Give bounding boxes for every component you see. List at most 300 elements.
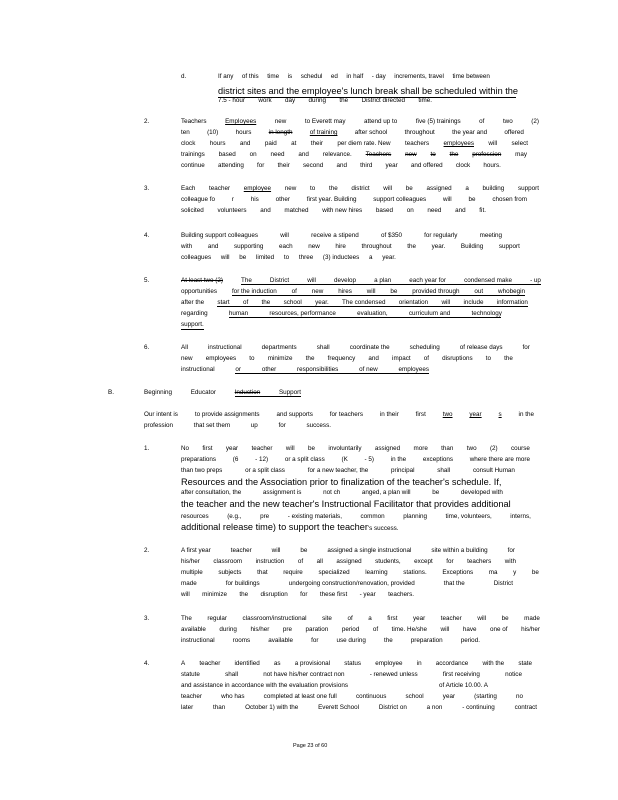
- b1-line-5-word: developed with: [460, 489, 503, 496]
- item4-line-3-word: will: [220, 254, 230, 261]
- item3-line-3-word: fit.: [479, 207, 486, 214]
- b4-line-5-word: a non: [426, 704, 443, 711]
- d-line-3-word: day: [285, 97, 296, 104]
- item3-line-1-word: will: [383, 185, 393, 192]
- b2-line-4-word: made: [181, 580, 197, 587]
- item2-line-4-word: on: [249, 151, 257, 158]
- item2-line-3-word: per diem rate. New: [337, 140, 391, 147]
- d-line-1-word: If any: [218, 73, 234, 80]
- b2-line-3-word: subjects: [218, 569, 242, 576]
- item5-line-3-underline: [217, 306, 528, 307]
- item5-line-2-underline: [232, 295, 525, 296]
- section-b-heading-word: Educator: [190, 389, 216, 396]
- section-b-heading-word: Beginning: [144, 389, 173, 396]
- item3-line-3: [181, 207, 486, 215]
- b4-line-5-word: than: [213, 704, 226, 711]
- page-number: Page 23 of 60: [293, 743, 328, 749]
- item3-line-2-word: his: [250, 196, 259, 203]
- item5-line-1-word: - up: [530, 277, 541, 284]
- b1-line-3-word: or a split class: [245, 467, 285, 474]
- b2-line-3-word: Exceptions: [442, 569, 474, 576]
- b2-line-3-word: stations.: [403, 569, 427, 576]
- item5-line-1-underline: [241, 284, 541, 285]
- section-b-intro-line-1-word: to provide assignments: [194, 411, 260, 418]
- b2-line-5-word: disruption: [260, 591, 288, 598]
- b2-line-1: [181, 547, 515, 555]
- item3-line-3-word: on: [406, 207, 414, 214]
- d-line-1-word: is: [287, 73, 293, 80]
- b3-line-2-word: one of: [490, 626, 508, 633]
- item4-line-1-word: of $350: [380, 232, 402, 239]
- b1-line-3: [181, 467, 515, 475]
- item2-line-3-word: teachers: [405, 140, 430, 147]
- b3-line-1-word: a: [368, 615, 372, 622]
- section-b-intro-line-2-word: that set them: [193, 422, 231, 429]
- item2-line-5-word: clock: [455, 162, 471, 169]
- item5-line-3-word: of: [242, 299, 249, 306]
- item5-line-3-word: orientation: [398, 299, 429, 306]
- b3-line-2-word: his/her: [250, 626, 270, 633]
- item5-line-2-word: new: [311, 288, 324, 295]
- item2-line-2-word: throughout: [404, 129, 435, 136]
- b3-line-1-word: The: [181, 615, 192, 622]
- item3-line-1-word: employee: [243, 185, 272, 192]
- b1-line-5-word: anged, a plan will: [361, 489, 411, 496]
- item6-line-2-word: new: [181, 355, 193, 362]
- item3-line-3-word: and: [260, 207, 271, 214]
- b4-line-5-word: October 1) with the: [245, 704, 299, 711]
- b2-line-5: [181, 591, 414, 599]
- item2-line-5-word: year: [385, 162, 398, 169]
- b3-line-3-word: period.: [460, 637, 480, 644]
- b2-line-2-word: of: [297, 558, 304, 565]
- item6-line-2-word: disruptions: [442, 355, 473, 362]
- b4-line-2-word: not have his/her contract non: [263, 671, 345, 678]
- d-line-1-word: ed: [330, 73, 338, 80]
- d-line-3-word: the: [339, 97, 349, 104]
- b3-line-1: [181, 615, 540, 623]
- b2-line-5-word: the: [239, 591, 249, 598]
- item2-line-5-word: second: [302, 162, 324, 169]
- item2-line-5-word: continue: [181, 162, 205, 169]
- b2-line-1-word: will: [271, 547, 281, 554]
- b2-line-2-word: instruction: [255, 558, 285, 565]
- b4-line-1-word: employee: [375, 660, 403, 667]
- b1-line-2-word: (6: [232, 456, 239, 463]
- b2-line-3: [181, 569, 539, 577]
- item2-line-1-word: five (5) trainings: [415, 118, 461, 125]
- item-label-b4: 4.: [144, 660, 150, 667]
- b1-line-1-word: two: [466, 445, 477, 452]
- section-b-intro-line-1-word: in the: [518, 411, 534, 418]
- item-label-d: d.: [181, 73, 187, 80]
- b3-line-1-word: be: [501, 615, 509, 622]
- item4-line-3-word: a: [369, 254, 373, 261]
- item3-line-1-word: be: [405, 185, 413, 192]
- item5-line-2-word: hires: [338, 288, 352, 295]
- item2-line-3-word: clock: [181, 140, 196, 147]
- b4-line-1-word: accordance: [435, 660, 469, 667]
- item5-line-3-word: year.: [315, 299, 329, 306]
- b1-line-1-word: involuntarily: [328, 445, 362, 452]
- item6-line-1-word: scheduling: [409, 344, 440, 351]
- b2-line-3-word: that: [257, 569, 268, 576]
- item2-line-5-word: hours.: [483, 162, 501, 169]
- item2-line-5-word: for: [257, 162, 265, 169]
- b1-line-7-word: - existing materials,: [287, 513, 342, 520]
- b1-line-3-word: consult Human: [472, 467, 515, 474]
- item2-line-4-word: may: [515, 151, 527, 158]
- b2-line-2-word: except: [414, 558, 433, 565]
- d-line-1-word: schedul: [300, 73, 323, 80]
- item2-line-2-word: hours: [235, 129, 252, 136]
- item3-line-1-word: teacher: [209, 185, 231, 192]
- section-b-intro-line-1: [144, 411, 534, 419]
- b1-line-8-end: 's success.: [367, 525, 399, 532]
- item6-line-3-word: employees: [398, 366, 429, 373]
- item5-line-3-word: The condensed: [342, 299, 386, 306]
- d-line-3-word: work: [258, 97, 272, 104]
- item3-line-2: [181, 196, 527, 204]
- item2-line-3-word: select: [511, 140, 528, 147]
- item6-line-3-word: of new: [359, 366, 378, 373]
- item3-line-3-word: need: [427, 207, 442, 214]
- b1-line-5-word: be: [432, 489, 440, 496]
- b2-line-2-word: students,: [375, 558, 401, 565]
- item4-line-2-word: hire: [335, 243, 346, 250]
- b2-line-5-word: teachers.: [388, 591, 414, 598]
- item5-line-3-word: include: [463, 299, 484, 306]
- item2-line-4-word: to: [430, 151, 436, 158]
- b1-line-2-word: preparations: [181, 456, 217, 463]
- b4-line-1-word: state: [518, 660, 532, 667]
- item4-line-2-word: new: [308, 243, 320, 250]
- b4-line-3-word: of Article 10.00. A: [438, 682, 488, 689]
- b3-line-3-word: for: [311, 637, 319, 644]
- item5-line-4-word: regarding: [181, 310, 208, 317]
- item3-line-1-word: building: [482, 185, 505, 192]
- item4-line-1-word: receive a stipend: [311, 232, 359, 239]
- item2-line-3-word: paid: [264, 140, 277, 147]
- item4-line-3-word: three: [298, 254, 314, 261]
- item2-line-3-word: hours: [209, 140, 226, 147]
- item2-line-5-word: third: [360, 162, 373, 169]
- b2-line-1-word: teacher: [230, 547, 252, 554]
- item3-line-2-word: be: [468, 196, 476, 203]
- b3-line-1-word: site: [322, 615, 332, 622]
- item-label-6: 6.: [144, 344, 150, 351]
- item6-line-2-word: of: [423, 355, 429, 362]
- item6-line-1-word: instructional: [208, 344, 242, 351]
- b3-line-2: [181, 626, 540, 634]
- b1-line-1-word: assigned: [374, 445, 401, 452]
- b3-line-1-word: will: [477, 615, 487, 622]
- b1-line-5-word: after consultation, the: [181, 489, 242, 496]
- item3-line-2-word: other: [275, 196, 290, 203]
- item3-line-1-word: district: [351, 185, 370, 192]
- item6-line-1-word: shall: [316, 344, 330, 351]
- item-label-2: 2.: [144, 118, 150, 125]
- d-line-3-word: time.: [418, 97, 432, 104]
- item6-line-2-word: to: [485, 355, 491, 362]
- section-b-intro-line-2-word: up: [250, 422, 258, 429]
- b3-line-2-word: period: [341, 626, 360, 633]
- item2-line-4-word: and: [298, 151, 309, 158]
- section-b-intro-line-1-word: two: [442, 411, 453, 418]
- b2-line-5-word: will: [181, 591, 190, 598]
- item2-line-2-word: (10): [207, 129, 219, 136]
- b4-line-5-word: later: [181, 704, 194, 711]
- b2-line-2-word: teachers: [467, 558, 492, 565]
- item2-line-3-word: at: [291, 140, 297, 147]
- b1-line-7-word: interns,: [510, 513, 531, 520]
- item3-line-1-word: Each: [181, 185, 196, 192]
- section-b-heading-word: Induction: [234, 389, 261, 396]
- b4-line-4-word: continuous: [355, 693, 387, 700]
- b2-line-2-word: with: [504, 558, 516, 565]
- b4-line-2-word: statute: [181, 671, 200, 678]
- b3-line-3-word: available: [268, 637, 294, 644]
- d-line-3-word: District directed: [361, 97, 405, 104]
- item6-line-2-word: and: [368, 355, 379, 362]
- b4-line-5-word: - continuing: [462, 704, 495, 711]
- b1-line-2-word: in the: [390, 456, 407, 463]
- item6-line-1-word: All: [181, 344, 188, 351]
- b3-line-2-word: his/her: [521, 626, 540, 633]
- item2-line-1: [181, 118, 539, 126]
- b2-line-1-word: for: [507, 547, 515, 554]
- item2-line-1-word: new: [274, 118, 287, 125]
- item2-line-2-word: after school: [354, 129, 388, 136]
- item5-line-3-word: after the: [181, 299, 205, 306]
- item2-line-1-word: Teachers: [181, 118, 207, 125]
- item4-line-3-word: be: [239, 254, 247, 261]
- b4-line-4-word: completed at least one full: [263, 693, 337, 700]
- item3-line-3-word: with new hires: [322, 207, 363, 214]
- b3-line-1-word: first: [387, 615, 398, 622]
- item3-line-2-word: will: [442, 196, 452, 203]
- b2-line-4: [181, 580, 513, 588]
- section-b-intro-line-1-word: for teachers: [329, 411, 364, 418]
- b2-line-5-word: for: [300, 591, 308, 598]
- b3-line-2-word: will: [440, 626, 450, 633]
- item2-line-4-word: based: [218, 151, 236, 158]
- item5-line-5: support.: [181, 321, 204, 328]
- item2-line-4-word: Teachers: [365, 151, 392, 158]
- item4-line-1-word: Building support colleagues: [181, 232, 259, 239]
- item3-line-1-word: assigned: [426, 185, 452, 192]
- b2-line-3-word: learning: [365, 569, 388, 576]
- item5-line-4-word: technology: [471, 310, 502, 317]
- b4-line-5-word: contract: [514, 704, 537, 711]
- item6-line-3-word: responsibilities: [297, 366, 339, 373]
- item4-line-2-word: support: [498, 243, 520, 250]
- item3-line-3-word: matched: [284, 207, 309, 214]
- item5-line-1-word: At least two (2): [181, 277, 223, 284]
- item2-line-4-word: profession: [472, 151, 502, 158]
- item-label-b2: 2.: [144, 547, 150, 554]
- item3-line-2-word: r: [231, 196, 234, 203]
- item6-line-1-word: coordinate the: [349, 344, 390, 351]
- item-label-3: 3.: [144, 185, 150, 192]
- item2-line-5-word: and offered: [410, 162, 443, 169]
- b2-line-4-word: District: [493, 580, 513, 587]
- b4-line-2: [181, 671, 522, 679]
- b1-line-4: Resources and the Association prior to finalization of the teacher's schedule. If,: [181, 477, 502, 487]
- b4-line-4-word: year: [442, 693, 456, 700]
- item6-line-3-word: instructional: [181, 366, 215, 373]
- b3-line-3-word: use during: [336, 637, 366, 644]
- b2-line-5-word: - year: [359, 591, 376, 598]
- b1-line-3-word: than two preps: [181, 467, 223, 474]
- item2-line-4: [181, 151, 527, 159]
- b4-line-1-word: A: [181, 660, 186, 667]
- b1-line-2: [181, 456, 530, 464]
- item6-line-2-word: employees: [205, 355, 237, 362]
- b3-line-2-word: during: [219, 626, 237, 633]
- item6-line-2-word: frequency: [327, 355, 356, 362]
- b1-line-1-word: (2): [489, 445, 498, 452]
- b4-line-1-word: in: [416, 660, 422, 667]
- b2-line-1-word: A first year: [181, 547, 211, 554]
- item2-line-1-word: to Everett may: [304, 118, 346, 125]
- item2-line-1-word: two: [502, 118, 513, 125]
- b4-line-1-word: with the: [482, 660, 505, 667]
- item3-line-1-word: to: [310, 185, 316, 192]
- item2-line-1-word: attend up to: [364, 118, 398, 125]
- b1-line-5: [181, 489, 503, 497]
- b3-line-2-word: of: [372, 626, 379, 633]
- section-b-intro-line-2-word: profession: [144, 422, 174, 429]
- item2-line-4-word: need: [270, 151, 285, 158]
- item6-line-2-word: the: [504, 355, 513, 362]
- item5-line-2: [181, 288, 525, 296]
- b1-line-2-word: exceptions: [422, 456, 453, 463]
- item5-line-1-word: a plan: [374, 277, 392, 284]
- item2-line-2-word: ten: [181, 129, 190, 136]
- b2-line-4-word: for buildings: [225, 580, 260, 587]
- b1-line-1-word: first: [202, 445, 213, 452]
- item4-line-1-word: meeting: [479, 232, 502, 239]
- b4-line-3-word: and assistance in accordance with the evaluation provisions: [181, 682, 348, 689]
- item2-line-2-word: in length: [268, 129, 293, 136]
- b4-line-4-word: school: [405, 693, 424, 700]
- b1-line-7-word: (e.g.,: [227, 513, 242, 520]
- b1-line-3-word: shall: [437, 467, 451, 474]
- item5-line-2-word: for the induction: [231, 288, 277, 295]
- d-line-1-word: time between: [452, 73, 490, 80]
- item4-line-3-word: colleagues: [181, 254, 212, 261]
- item5-line-2-word: will: [366, 288, 376, 295]
- d-line-3-word: 7.5 - hour: [218, 97, 245, 104]
- section-b-intro-line-1-word: Our intent is: [144, 411, 178, 418]
- item5-line-1-word: The: [241, 277, 252, 284]
- item2-line-5: [181, 162, 501, 170]
- item5-line-3-word: school: [283, 299, 302, 306]
- item3-line-1-word: new: [284, 185, 297, 192]
- b1-line-6: the teacher and the new teacher's Instructional Facilitator that provides additional: [181, 499, 511, 509]
- item5-line-4-word: evaluation,: [357, 310, 388, 317]
- section-b-intro-line-2: [144, 422, 331, 430]
- b1-line-1-word: teacher: [251, 445, 273, 452]
- item4-line-1: [181, 232, 502, 240]
- b4-line-4-word: teacher: [181, 693, 203, 700]
- item5-line-3-word: the: [261, 299, 271, 306]
- b1-line-1-word: will: [285, 445, 295, 452]
- b2-line-3-word: multiple: [181, 569, 203, 576]
- item5-line-2-word: out: [474, 288, 484, 295]
- item6-line-3-word: other: [261, 366, 277, 373]
- item2-line-2-word: of training: [309, 129, 338, 136]
- b3-line-3-word: rooms: [232, 637, 251, 644]
- b4-line-1-word: teacher: [199, 660, 221, 667]
- b4-line-2-word: notice: [505, 671, 522, 678]
- item2-line-3-word: their: [310, 140, 324, 147]
- item2-line-1-word: of: [479, 118, 485, 125]
- item4-line-2-word: and: [207, 243, 219, 250]
- item2-line-2: [181, 129, 524, 137]
- b1-line-2-word: or a split class: [284, 456, 325, 463]
- item2-line-3-word: and: [239, 140, 251, 147]
- b1-line-2-word: (K: [341, 456, 348, 463]
- b2-line-1-word: site within a building: [431, 547, 488, 554]
- item5-line-2-word: opportunities: [181, 288, 218, 295]
- section-label-b: B.: [108, 389, 114, 396]
- b3-line-2-word: time. He/she: [391, 626, 428, 633]
- b4-line-5: [181, 704, 537, 712]
- b4-line-4-word: no: [515, 693, 523, 700]
- b3-line-2-word: have: [462, 626, 477, 633]
- item-label-5: 5.: [144, 277, 150, 284]
- item2-line-3: [181, 140, 528, 148]
- item5-line-1-word: develop: [333, 277, 357, 284]
- b4-line-1-word: as: [273, 660, 281, 667]
- b1-line-2-word: where there are more: [469, 456, 530, 463]
- item4-line-3-word: year.: [382, 254, 396, 261]
- d-line-1-word: in half: [346, 73, 364, 80]
- item3-line-2-word: support colleagues: [373, 196, 427, 203]
- item4-line-3-word: (3) inductees: [322, 254, 360, 261]
- b1-line-3-word: for a new teacher, the: [307, 467, 369, 474]
- item3-line-1-word: a: [465, 185, 469, 192]
- b2-line-3-word: require: [283, 569, 303, 576]
- b3-line-1-word: year: [412, 615, 426, 622]
- item5-line-1-word: each year for: [409, 277, 447, 284]
- b3-line-3-word: preparation: [410, 637, 443, 644]
- item4-line-2-word: throughout: [361, 243, 392, 250]
- item5-line-2-word: whobegin: [498, 288, 525, 295]
- b3-line-3: [181, 637, 480, 645]
- item3-line-3-word: and: [455, 207, 466, 214]
- b3-line-2-word: paration: [305, 626, 329, 633]
- item6-line-2-word: minimize: [267, 355, 293, 362]
- item2-line-4-word: new: [405, 151, 417, 158]
- item5-line-1-word: condensed make: [464, 277, 513, 284]
- item2-line-2-word: the year and: [452, 129, 488, 136]
- item3-line-2-word: first year. Building: [306, 196, 357, 203]
- item6-line-1-word: for: [522, 344, 530, 351]
- b1-line-1-word: course: [510, 445, 530, 452]
- b3-line-1-word: made: [524, 615, 540, 622]
- d-line-1-word: of this: [241, 73, 259, 80]
- section-b-intro-line-1-word: year: [469, 411, 482, 418]
- item5-line-3-word: start: [217, 299, 230, 306]
- item4-line-1-word: for regularly: [424, 232, 458, 239]
- item-label-b1: 1.: [144, 445, 150, 452]
- item6-line-2-word: impact: [392, 355, 411, 362]
- item5-line-4-word: resources, performance: [269, 310, 336, 317]
- b4-line-1-word: a provisional: [294, 660, 331, 667]
